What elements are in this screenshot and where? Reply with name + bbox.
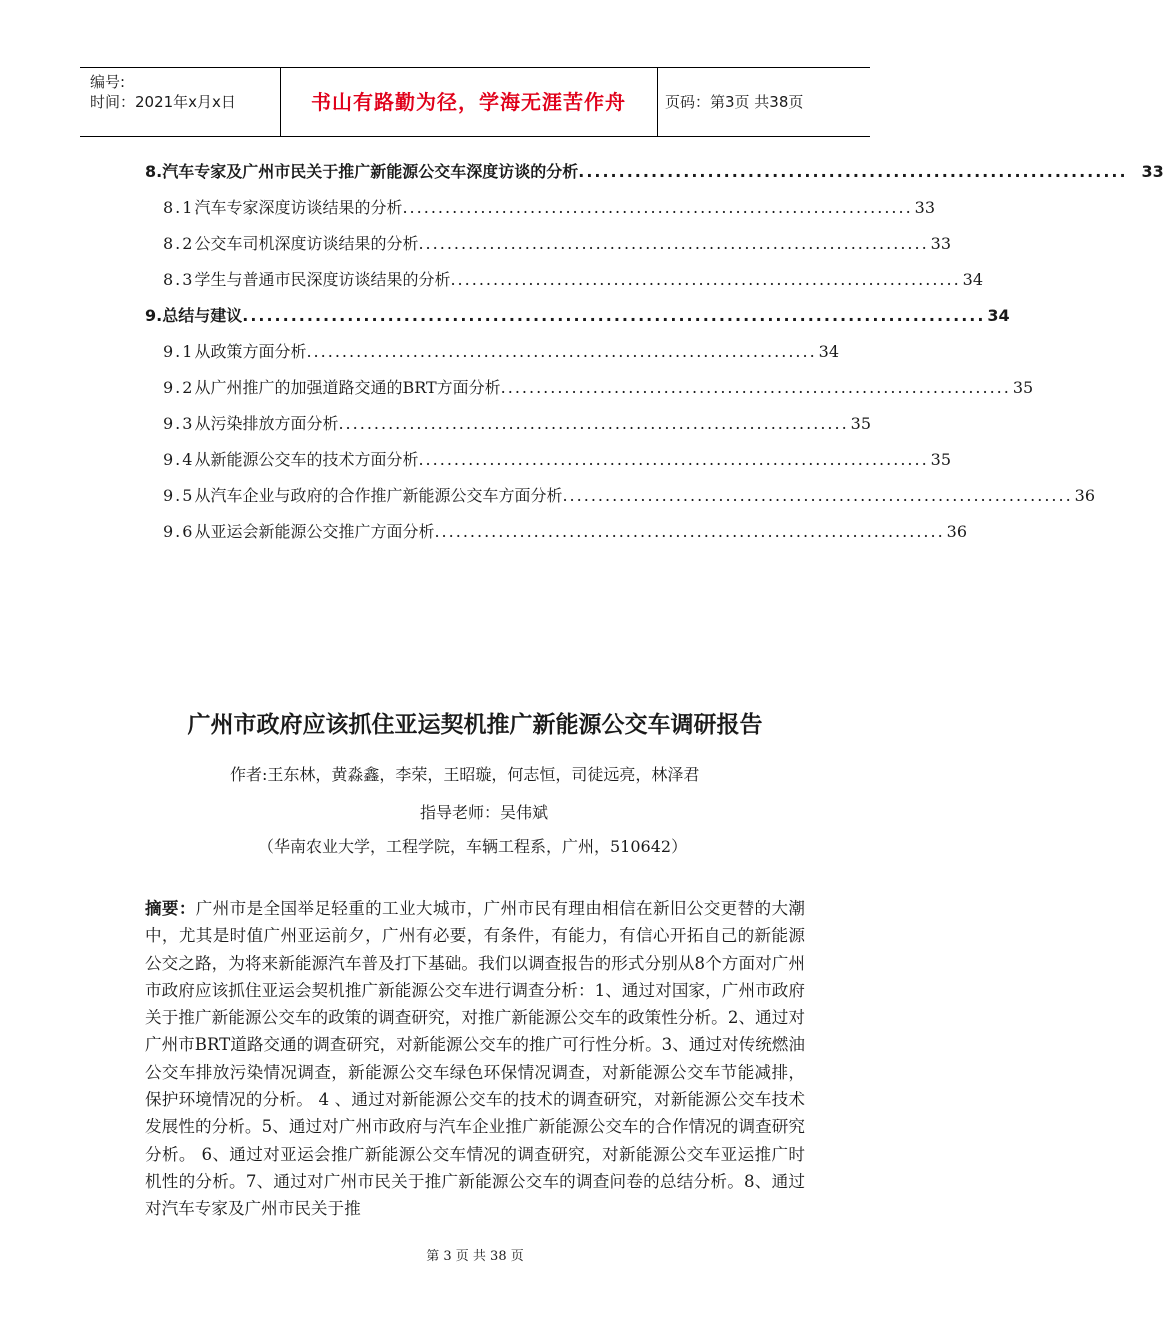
toc-title: 汽车专家及广州市民关于推广新能源公交车深度访谈的分析 <box>162 162 579 181</box>
abstract-text: 广州市是全国举足轻重的工业大城市，广州市民有理由相信在新旧公交更替的大潮中，尤其是时值广州亚运前夕，广州有必要，有条件，有能力，有信心开拓自己的新能源公交之路，为将来新能源汽车普及打下基础。我们以调查报告的形式分别从8个方面对广州市政府应该抓住亚运会契机推广新能源公交车进行调查分析：1、通过对国家，广州市政府关于推广新能源公交车的政策的调查研究，对推广新能源公交车的政策性分析。2、通过对广州市BRT道路交通的调查研究，对新能源公交车的推广可行性分析。3、通过对传统燃油公交车排放污染情况调查，新能源公交车绿色环保情况调查，对新能源公交车节能减排，保护环境情况的分析。 4 、通过对新能源公交车的技术的调查研究，对新能源公交车技术发展性的分析。5、通过对广州市政府与汽车企业推广新能源公交车的合作情况的调查研究分析。 6、通过对亚运会推广新能源公交车情况的调查研究，对新能源公交车亚运推广时机性的分析。7、通过对广州市民关于推广新能源公交车的调查问卷的总结分析。8、通过对汽车专家及广州市民关于推 <box>145 899 805 1219</box>
toc-num: 9.1 <box>163 342 195 361</box>
toc-num: 9.2 <box>163 378 195 397</box>
toc-entry[interactable] <box>163 267 984 293</box>
toc-page: 35 <box>850 414 872 433</box>
toc-leader: ........................................................................ <box>402 198 913 217</box>
header-page-cell <box>657 68 870 136</box>
toc-title: 从政策方面分析 <box>194 342 307 361</box>
toc-num: 9.5 <box>163 486 195 505</box>
toc-title: 从亚运会新能源公交推广方面分析 <box>194 522 435 541</box>
toc-page: 36 <box>1074 486 1096 505</box>
toc-leader: ........................................................................ <box>418 450 929 469</box>
page-footer: 第 3 页 共 38 页 <box>426 1249 524 1264</box>
toc-leader: ........................................................................ <box>434 522 945 541</box>
header-motto-cell <box>280 68 658 136</box>
toc-entry[interactable] <box>163 519 968 545</box>
header-meta-cell <box>80 68 281 136</box>
paper-title: 广州市政府应该抓住亚运契机推广新能源公交车调研报告 <box>187 712 763 738</box>
toc-page: 35 <box>930 450 952 469</box>
paper-authors: 作者:王东林，黄淼鑫，李荣，王昭璇，何志恒，司徒远亮，林泽君 <box>230 765 700 784</box>
toc-title: 从广州推广的加强道路交通的BRT方面分析 <box>194 378 501 397</box>
toc-title: 从新能源公交车的技术方面分析 <box>194 450 419 469</box>
toc-page: 33 <box>1141 162 1164 181</box>
toc-leader: ........................................................................ <box>306 342 817 361</box>
toc-num: 9.3 <box>163 414 195 433</box>
toc-num: 8.2 <box>163 234 195 253</box>
toc-leader: ............................................................................................ <box>242 306 986 325</box>
toc-entry[interactable] <box>163 195 936 221</box>
toc-num: 8.1 <box>163 198 195 217</box>
toc-entry[interactable] <box>163 231 952 257</box>
toc-num: 9. <box>145 306 163 325</box>
page-info: 页码：第3页 共38页 <box>665 93 804 111</box>
toc-entry[interactable] <box>163 483 1096 509</box>
time-label: 时间：2021年x月x日 <box>90 93 236 111</box>
toc-entry[interactable] <box>163 375 1034 401</box>
toc-title: 学生与普通市民深度访谈结果的分析 <box>194 270 451 289</box>
paper-affiliation: （华南农业大学，工程学院，车辆工程系，广州，510642） <box>258 837 688 856</box>
toc-leader: .................................................................... <box>578 162 1128 181</box>
toc-title: 从污染排放方面分析 <box>194 414 339 433</box>
toc-leader: ........................................................................ <box>418 234 929 253</box>
page-header <box>80 67 870 137</box>
toc-num: 9.4 <box>163 450 195 469</box>
toc-leader: ........................................................................ <box>562 486 1073 505</box>
toc-leader: ........................................................................ <box>500 378 1011 397</box>
toc-entry[interactable] <box>163 339 840 365</box>
toc-title: 总结与建议 <box>162 306 243 325</box>
toc-page: 34 <box>987 306 1010 325</box>
toc-num: 9.6 <box>163 522 195 541</box>
toc-title: 汽车专家深度访谈结果的分析 <box>194 198 403 217</box>
number-label: 编号: <box>90 73 126 91</box>
motto: 书山有路勤为径，学海无涯苦作舟 <box>311 90 626 114</box>
paper-advisor: 指导老师：吴伟斌 <box>420 803 549 822</box>
toc-page: 33 <box>914 198 936 217</box>
abstract-paragraph <box>145 895 805 1223</box>
toc-leader: ........................................................................ <box>450 270 961 289</box>
toc-num: 8.3 <box>163 270 195 289</box>
toc-entry[interactable] <box>145 303 1010 329</box>
toc-page: 34 <box>962 270 984 289</box>
abstract-label: 摘要： <box>145 899 196 918</box>
toc-entry[interactable] <box>163 447 952 473</box>
toc-entry[interactable] <box>163 411 872 437</box>
toc-title: 公交车司机深度访谈结果的分析 <box>194 234 419 253</box>
toc-leader: ........................................................................ <box>338 414 849 433</box>
toc-page: 33 <box>930 234 952 253</box>
toc-entry[interactable] <box>145 159 1164 185</box>
toc-page: 35 <box>1012 378 1034 397</box>
toc-page: 34 <box>818 342 840 361</box>
toc-num: 8. <box>145 162 163 181</box>
toc-page: 36 <box>946 522 968 541</box>
toc-title: 从汽车企业与政府的合作推广新能源公交车方面分析 <box>194 486 563 505</box>
